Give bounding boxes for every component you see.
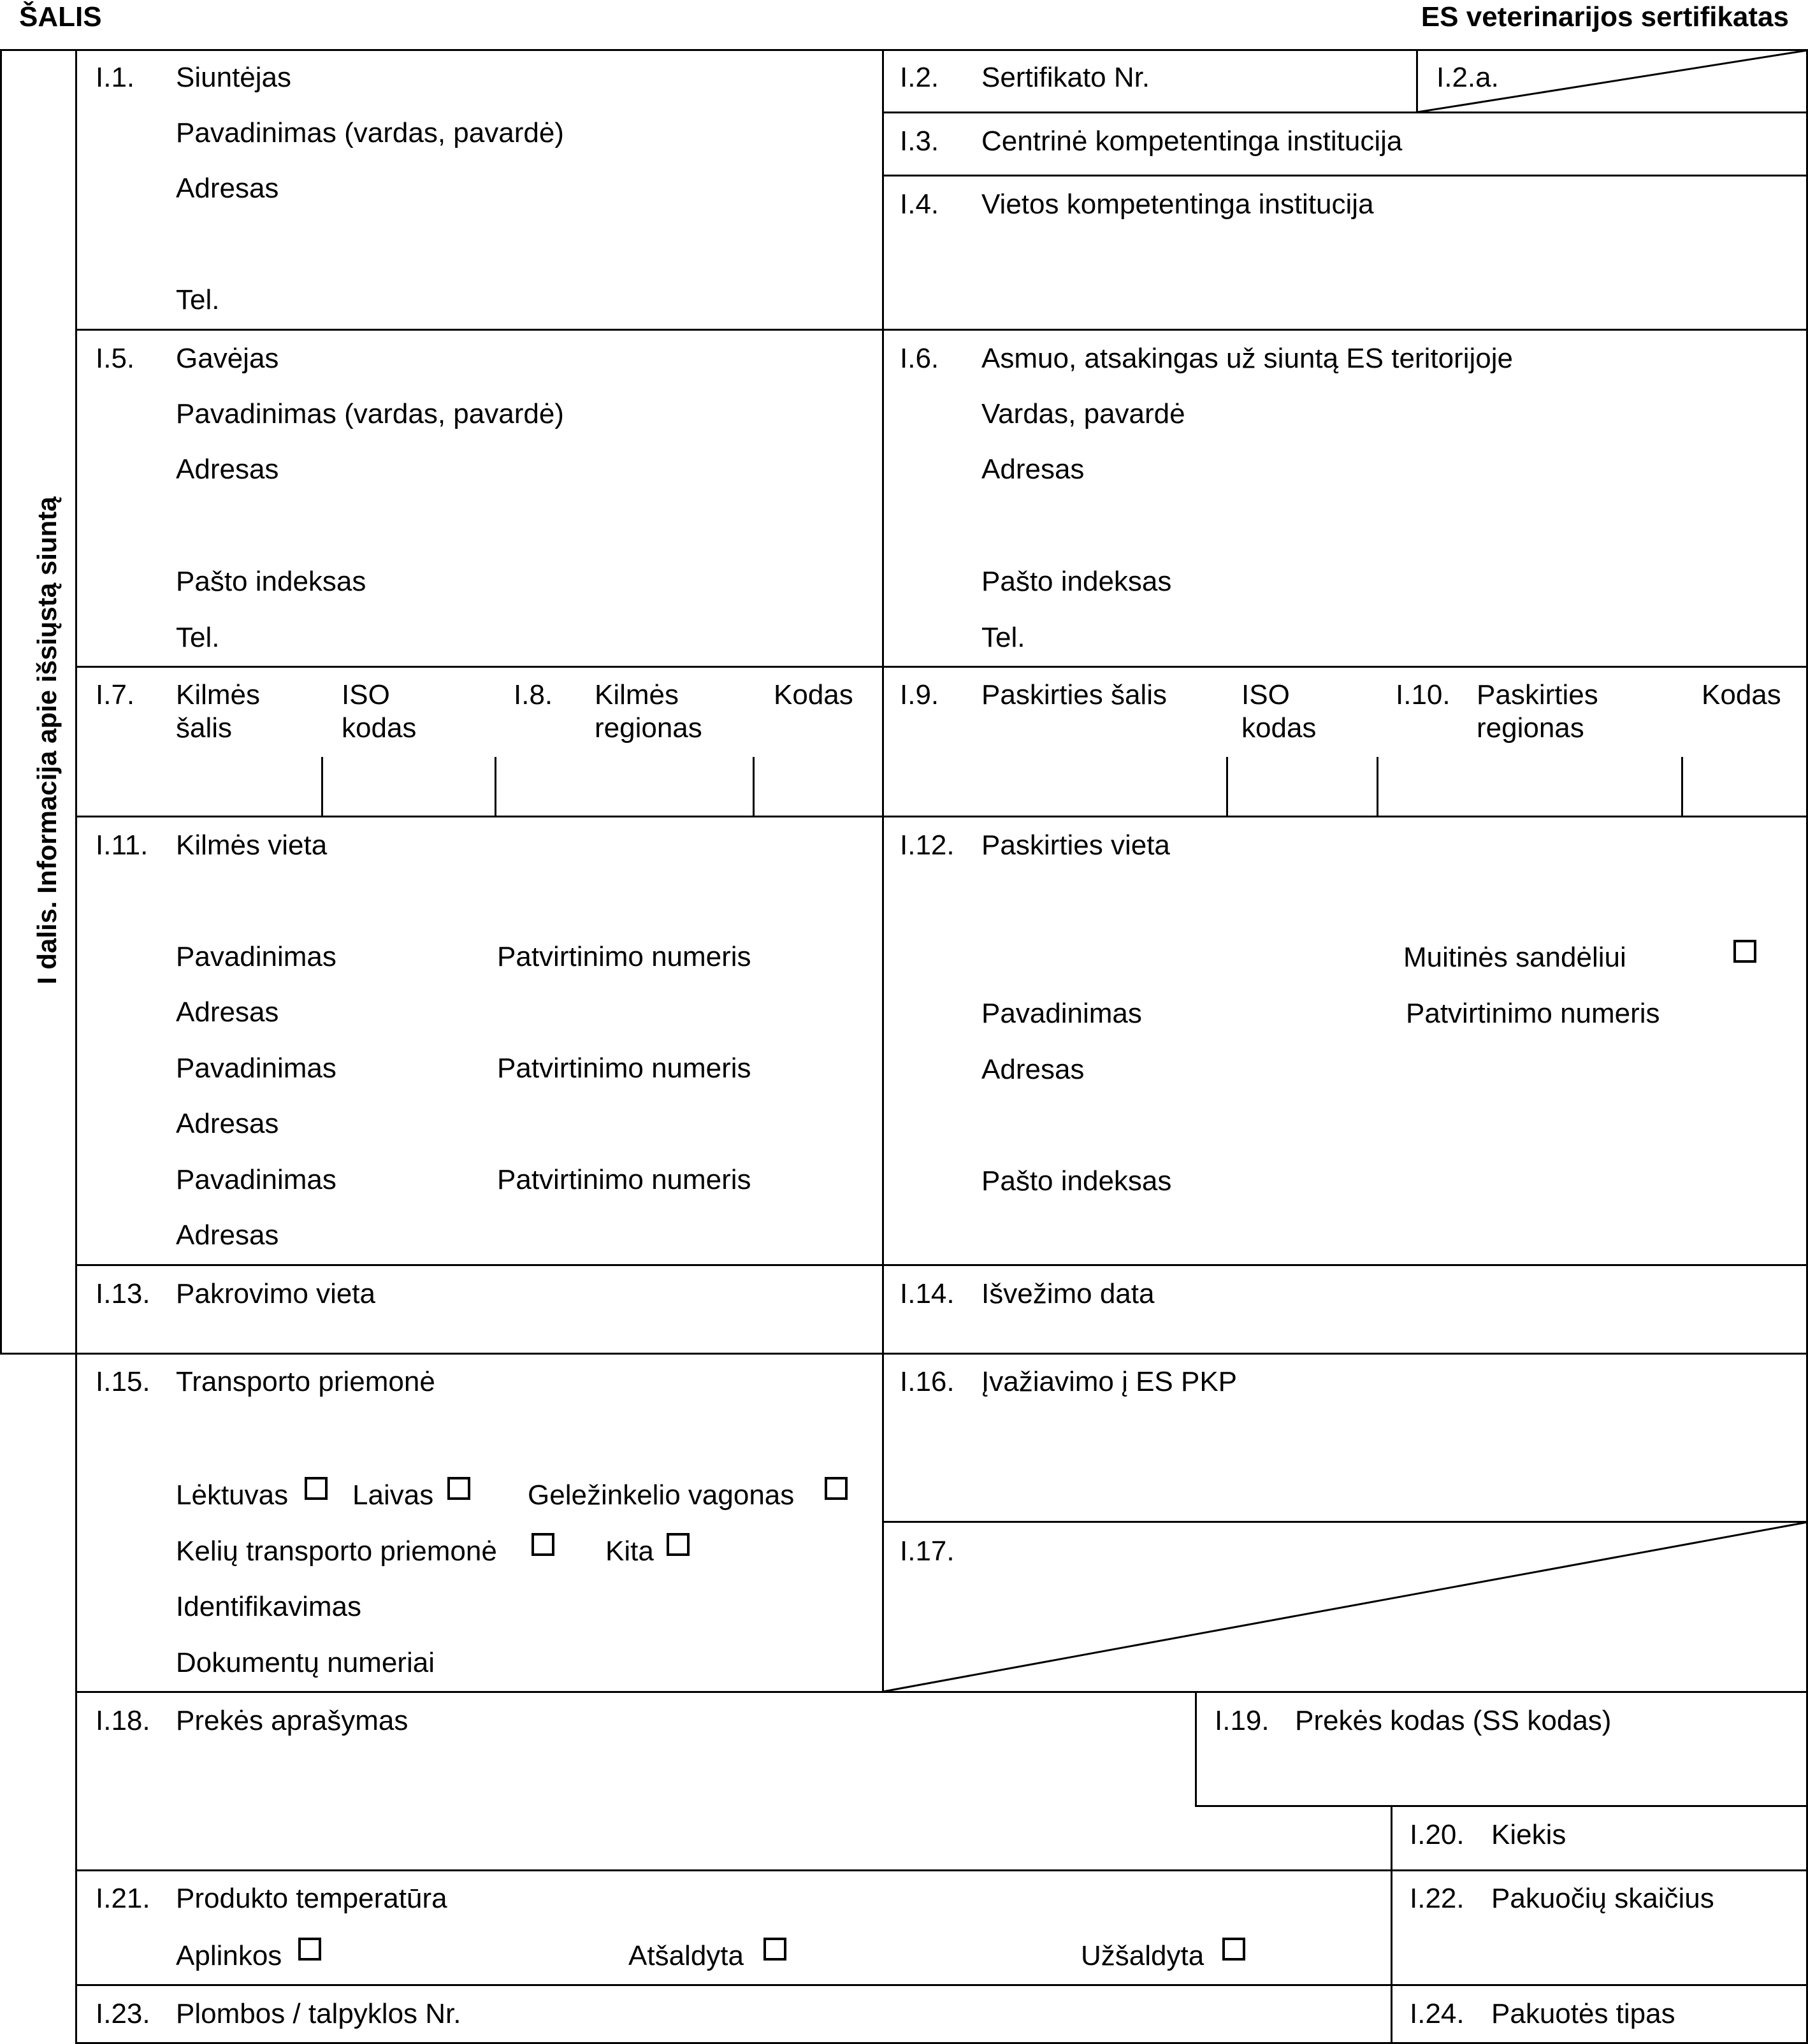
- field-number: I.9.: [900, 679, 939, 710]
- commodity-description-label: Prekės aprašymas: [176, 1705, 409, 1736]
- origin-region-label: Kilmės: [595, 679, 679, 710]
- responsible-postcode-label: Pašto indeksas: [981, 566, 1172, 597]
- field-number: I.15.: [96, 1366, 150, 1397]
- consignee-postcode-label: Pašto indeksas: [176, 566, 366, 597]
- part-one-side-label: I dalis. Informacija apie išsiųstą siuntą: [32, 496, 62, 984]
- destination-region-label: Paskirties: [1477, 679, 1598, 710]
- responsible-person-label: Asmuo, atsakingas už siuntą ES teritorijoje: [981, 343, 1513, 374]
- field-number: I.3.: [900, 126, 939, 157]
- railway-wagon-checkbox[interactable]: [825, 1477, 848, 1500]
- other-transport-checkbox[interactable]: [667, 1533, 690, 1556]
- origin-address-label: Adresas: [176, 1108, 279, 1139]
- field-number: I.24.: [1410, 1998, 1464, 2029]
- origin-country-label: Kilmės: [176, 679, 261, 710]
- package-count-label: Pakuočių skaičius: [1491, 1883, 1714, 1914]
- field-number: I.1.: [96, 62, 135, 93]
- destination-region-code-label: Kodas: [1702, 679, 1781, 710]
- destination-name-label: Pavadinimas: [981, 998, 1142, 1029]
- origin-address-label: Adresas: [176, 1220, 279, 1251]
- origin-address-label: Adresas: [176, 997, 279, 1028]
- field-number: I.23.: [96, 1998, 150, 2029]
- customs-warehouse-label: Muitinės sandėliui: [1403, 942, 1626, 973]
- customs-warehouse-checkbox[interactable]: [1733, 940, 1756, 963]
- departure-date-label: Išvežimo data: [981, 1278, 1155, 1309]
- field-number: I.17.: [900, 1536, 955, 1567]
- ambient-label: Aplinkos: [176, 1940, 282, 1971]
- field-number: I.20.: [1410, 1819, 1464, 1850]
- field-number: I.21.: [96, 1883, 150, 1914]
- consignee-tel-label: Tel.: [176, 622, 220, 653]
- field-number: I.22.: [1410, 1883, 1464, 1914]
- commodity-code-label: Prekės kodas (SS kodas): [1295, 1705, 1612, 1736]
- frozen-label: Užšaldyta: [1081, 1940, 1204, 1971]
- seal-container-label: Plombos / talpyklos Nr.: [176, 1998, 461, 2029]
- field-number: I.5.: [96, 343, 135, 374]
- consignor-name-label: Pavadinimas (vardas, pavardė): [176, 117, 564, 148]
- field-number: I.18.: [96, 1705, 150, 1736]
- consignee-name-label: Pavadinimas (vardas, pavardė): [176, 398, 564, 429]
- origin-region-label-line2: regionas: [595, 712, 702, 744]
- railway-wagon-label: Geležinkelio vagonas: [528, 1479, 795, 1511]
- ship-label: Laivas: [352, 1479, 434, 1511]
- responsible-address-label: Adresas: [981, 454, 1085, 485]
- field-number: I.2.a.: [1436, 62, 1499, 93]
- field-number: I.4.: [900, 189, 939, 220]
- field-number: I.8.: [514, 679, 553, 710]
- road-vehicle-label: Kelių transporto priemonė: [176, 1536, 497, 1567]
- origin-approval-label: Patvirtinimo numeris: [497, 941, 751, 972]
- origin-name-label: Pavadinimas: [176, 1164, 336, 1195]
- destination-address-label: Adresas: [981, 1054, 1085, 1085]
- entry-bip-label: Įvažiavimo į ES PKP: [981, 1366, 1238, 1397]
- origin-region-code-label: Kodas: [774, 679, 853, 710]
- road-vehicle-checkbox[interactable]: [532, 1533, 554, 1556]
- aeroplane-label: Lėktuvas: [176, 1479, 289, 1511]
- origin-name-label: Pavadinimas: [176, 1053, 336, 1084]
- field-number: I.11.: [96, 830, 148, 861]
- field-number: I.2.: [900, 62, 939, 93]
- package-type-label: Pakuotės tipas: [1491, 1998, 1675, 2029]
- frozen-checkbox[interactable]: [1222, 1938, 1245, 1961]
- destination-postcode-label: Pašto indeksas: [981, 1165, 1172, 1197]
- origin-approval-label: Patvirtinimo numeris: [497, 1053, 751, 1084]
- aeroplane-checkbox[interactable]: [305, 1477, 328, 1500]
- destination-country-label: Paskirties šalis: [981, 679, 1167, 710]
- origin-iso-label-line2: kodas: [342, 712, 417, 744]
- destination-iso-label-line2: kodas: [1241, 712, 1317, 744]
- place-of-origin-label: Kilmės vieta: [176, 830, 328, 861]
- country-label: ŠALIS: [19, 1, 102, 32]
- consignor-address-label: Adresas: [176, 173, 279, 204]
- document-numbers-label: Dokumentų numeriai: [176, 1647, 435, 1678]
- responsible-tel-label: Tel.: [981, 622, 1025, 653]
- origin-iso-label: ISO: [342, 679, 390, 710]
- quantity-label: Kiekis: [1491, 1819, 1566, 1850]
- consignor-label: Siuntėjas: [176, 62, 292, 93]
- consignee-label: Gavėjas: [176, 343, 279, 374]
- field-number: I.6.: [900, 343, 939, 374]
- other-transport-label: Kita: [605, 1536, 654, 1567]
- consignor-tel-label: Tel.: [176, 284, 220, 315]
- field-number: I.7.: [96, 679, 135, 710]
- ambient-checkbox[interactable]: [298, 1938, 321, 1961]
- transport-label: Transporto priemonė: [176, 1366, 435, 1397]
- origin-approval-label: Patvirtinimo numeris: [497, 1164, 751, 1195]
- field-number: I.16.: [900, 1366, 955, 1397]
- certificate-title: ES veterinarijos sertifikatas: [1421, 1, 1789, 32]
- product-temperature-label: Produkto temperatūra: [176, 1883, 447, 1914]
- chilled-checkbox[interactable]: [763, 1938, 786, 1961]
- ship-checkbox[interactable]: [447, 1477, 470, 1500]
- field-number: I.14.: [900, 1278, 955, 1309]
- local-authority-label: Vietos kompetentinga institucija: [981, 189, 1374, 220]
- destination-approval-label: Patvirtinimo numeris: [1406, 998, 1660, 1029]
- destination-iso-label: ISO: [1241, 679, 1290, 710]
- origin-name-label: Pavadinimas: [176, 941, 336, 972]
- chilled-label: Atšaldyta: [628, 1940, 744, 1971]
- origin-country-label-line2: šalis: [176, 712, 233, 744]
- field-number: I.19.: [1215, 1705, 1269, 1736]
- place-of-loading-label: Pakrovimo vieta: [176, 1278, 376, 1309]
- consignee-address-label: Adresas: [176, 454, 279, 485]
- field-number: I.10.: [1396, 679, 1450, 710]
- responsible-name-label: Vardas, pavardė: [981, 398, 1185, 429]
- central-authority-label: Centrinė kompetentinga institucija: [981, 126, 1403, 157]
- place-of-destination-label: Paskirties vieta: [981, 830, 1170, 861]
- field-number: I.13.: [96, 1278, 150, 1309]
- destination-region-label-line2: regionas: [1477, 712, 1584, 744]
- certificate-number-label: Sertifikato Nr.: [981, 62, 1150, 93]
- identification-label: Identifikavimas: [176, 1591, 362, 1622]
- field-number: I.12.: [900, 830, 955, 861]
